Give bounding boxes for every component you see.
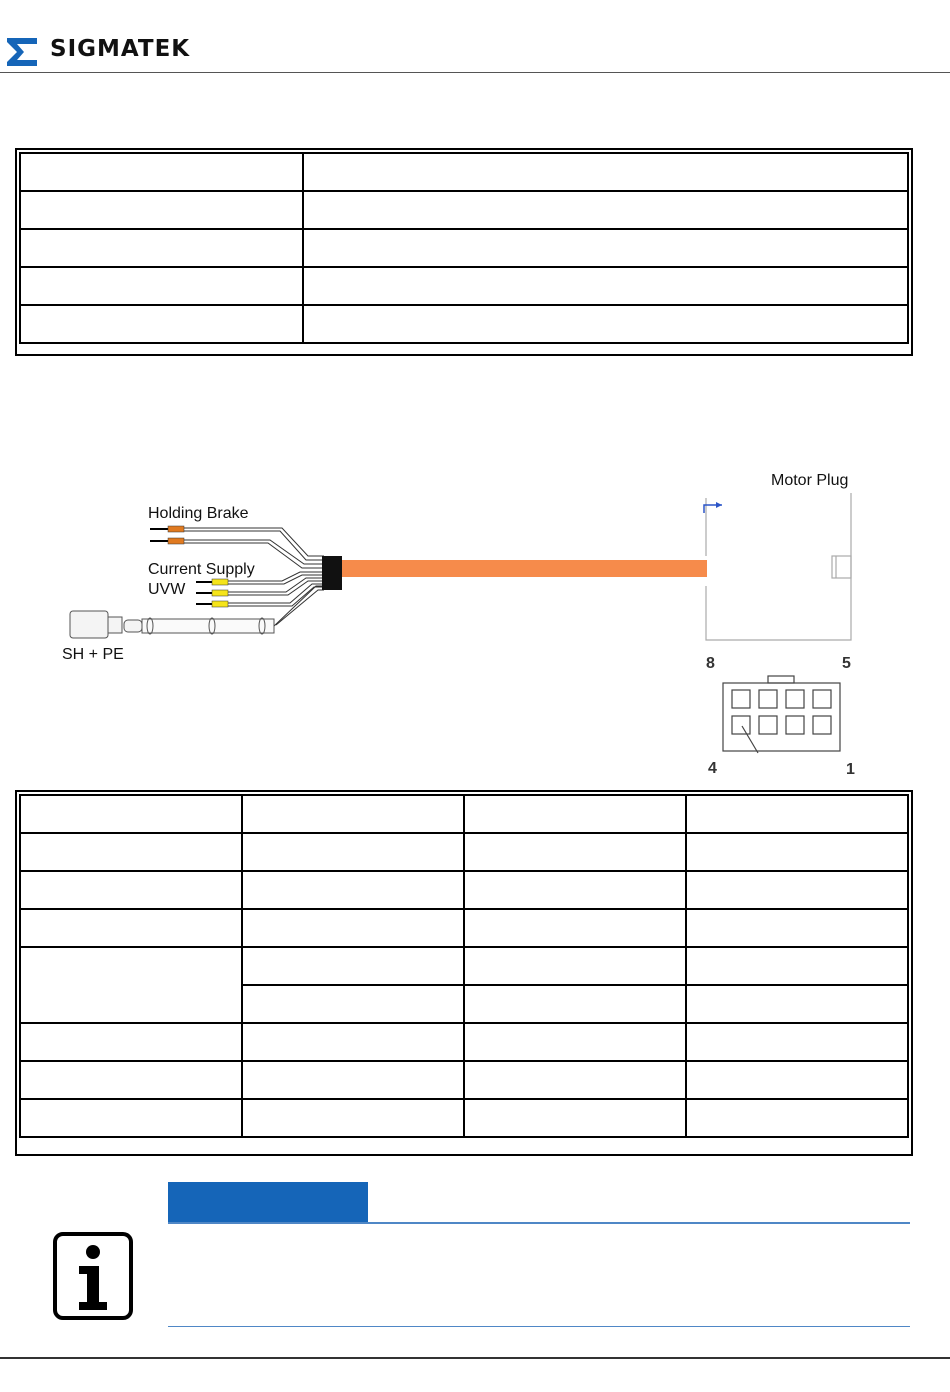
table-row: [20, 1023, 908, 1061]
table-cell: [686, 833, 908, 871]
footer-divider: [0, 1357, 950, 1359]
table-cell: [686, 1099, 908, 1137]
cable-spec-table: [19, 152, 909, 344]
table-cell: [20, 1099, 242, 1137]
table-cell: [20, 909, 242, 947]
table-cell: [20, 1061, 242, 1099]
table-row: [20, 947, 908, 985]
table-cell: [686, 1023, 908, 1061]
table-row: [20, 191, 908, 229]
table-cell: [20, 191, 303, 229]
table-cell: [464, 871, 686, 909]
table-cell: [303, 191, 908, 229]
wires: [184, 528, 324, 628]
table-row: [20, 795, 908, 833]
table-cell: [20, 795, 242, 833]
table-row: [20, 267, 908, 305]
table-cell: [686, 871, 908, 909]
table-cell: [464, 1061, 686, 1099]
uvw-label: UVW: [148, 581, 186, 598]
table-cell: [20, 229, 303, 267]
table-cell: [20, 1023, 242, 1061]
pin-assignment-table: [19, 794, 909, 1138]
info-icon: [53, 1232, 133, 1320]
table-cell: [242, 795, 464, 833]
table-cell: [303, 305, 908, 343]
table-cell: [686, 947, 908, 985]
table-cell: [464, 947, 686, 985]
pin-layout: [723, 676, 840, 753]
table-cell: [686, 985, 908, 1023]
table-cell: [242, 1061, 464, 1099]
table-cell: [464, 909, 686, 947]
table-cell: [303, 267, 908, 305]
table-cell: [242, 871, 464, 909]
table-cell: [242, 1099, 464, 1137]
table-cell: [20, 305, 303, 343]
sigmatek-logo-icon: [5, 38, 39, 66]
header-divider: [0, 72, 950, 73]
table-cell: [303, 153, 908, 191]
table-cell: [242, 833, 464, 871]
sh-pe-label: SH + PE: [62, 646, 124, 663]
note-top-rule: [168, 1222, 910, 1224]
table-cell: [686, 909, 908, 947]
pin-8-label: 8: [706, 655, 715, 672]
table-cell: [242, 947, 464, 985]
table-cell: [20, 947, 242, 1023]
pin-1-label: 1: [846, 761, 855, 778]
table-cell: [303, 229, 908, 267]
main-cable: [342, 560, 707, 577]
table-cell: [464, 985, 686, 1023]
table-cell: [464, 1023, 686, 1061]
note-bottom-rule: [168, 1326, 910, 1327]
current-supply-label: Current Supply: [148, 561, 255, 578]
table-cell: [464, 1099, 686, 1137]
table-cell: [242, 1023, 464, 1061]
motor-plug: [706, 493, 851, 640]
table-cell: [242, 985, 464, 1023]
brake-ferrules: [150, 526, 184, 544]
cable-diagram: [0, 460, 950, 790]
supply-ferrules: [196, 579, 228, 607]
motor-plug-label: Motor Plug: [771, 472, 849, 489]
cable-sleeve: [322, 556, 342, 590]
table-row: [20, 909, 908, 947]
table-row: [20, 229, 908, 267]
table-cell: [20, 267, 303, 305]
table-cell: [464, 833, 686, 871]
table-cell: [20, 871, 242, 909]
table-cell: [686, 795, 908, 833]
shield-lug: [70, 611, 274, 638]
pin-4-label: 4: [708, 760, 717, 777]
table-cell: [20, 153, 303, 191]
brand-name: SIGMATEK: [50, 36, 191, 62]
table-row: [20, 871, 908, 909]
table-cell: [242, 909, 464, 947]
table-cell: [20, 833, 242, 871]
table-row: [20, 305, 908, 343]
note-header-tab: [168, 1182, 368, 1222]
table-row: [20, 153, 908, 191]
table-cell: [686, 1061, 908, 1099]
pin-5-label: 5: [842, 655, 851, 672]
page-header: [0, 0, 950, 74]
table-row: [20, 833, 908, 871]
table-row: [20, 1061, 908, 1099]
table-row: [20, 1099, 908, 1137]
table-cell: [464, 795, 686, 833]
holding-brake-label: Holding Brake: [148, 505, 249, 522]
